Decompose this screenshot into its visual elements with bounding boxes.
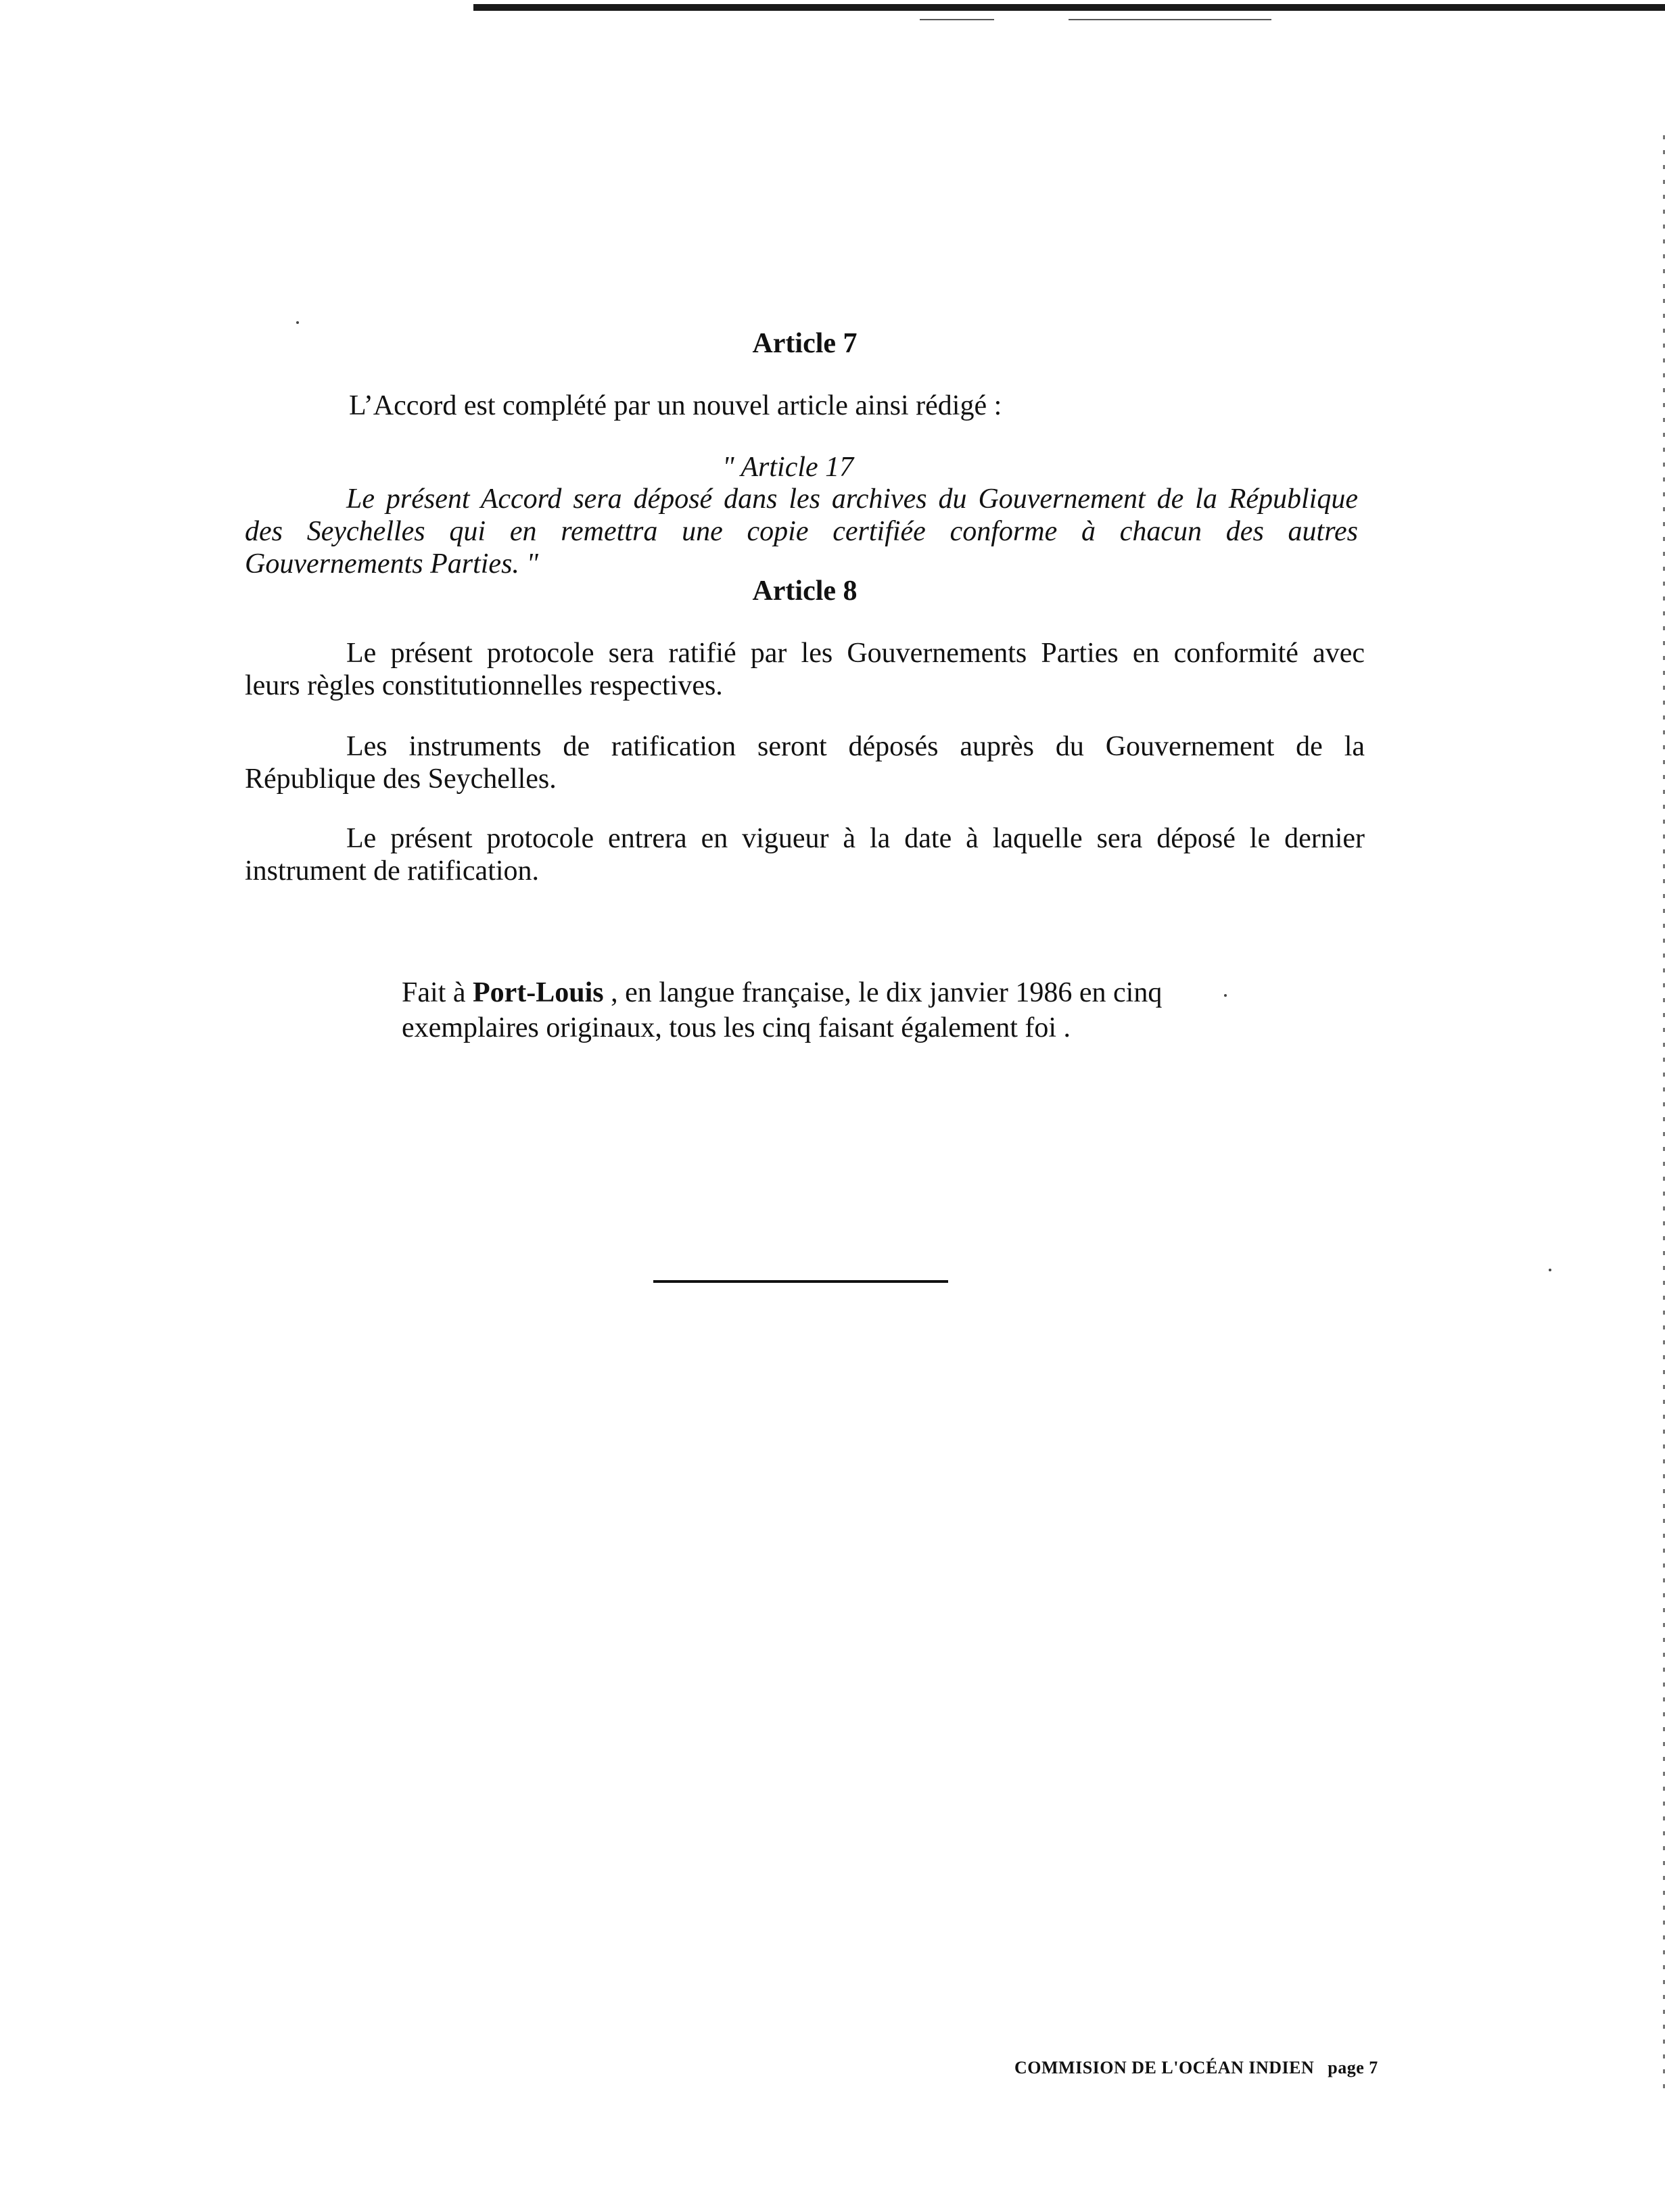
article-7-intro: L’Accord est complété par un nouvel article ainsi rédigé : [349,390,1002,421]
scan-top-edge [473,4,1665,11]
scan-artifact [1069,19,1271,20]
article-8-paragraph-2 [245,730,1365,795]
paragraph-line: instrument de ratification. [245,855,540,887]
paragraph-line: leurs règles constitutionnelles respectives. [245,670,723,701]
article-7-heading: Article 7 [752,328,858,359]
article-8-paragraph-3 [245,822,1365,887]
signature-line-2: exemplaires originaux, tous les cinq faisant également foi . [402,1012,1071,1043]
paragraph-line: Le présent protocole sera ratifié par les Gouvernements Parties en conformité avec [346,638,1365,669]
paragraph-line: République des Seychelles. [245,763,557,795]
quoted-line: Gouvernements Parties. " [245,548,539,580]
signature-line-1-rest: , en langue française, le dix janvier 1986 en cinq [603,977,1163,1008]
closing-rule [653,1280,948,1283]
paragraph-line: Les instruments de ratification seront déposés auprès du Gouvernement de la [346,731,1365,762]
footer-page-number: page 7 [1328,2058,1378,2077]
quoted-line: Le présent Accord sera déposé dans les archives du Gouvernement de la République [346,484,1358,515]
article-8-heading: Article 8 [752,575,858,607]
scan-speck [296,321,299,324]
quoted-line: des Seychelles qui en remettra une copie certifiée conforme à chacun des autres [245,516,1358,547]
scan-speck [1549,1269,1551,1271]
signature-prefix: Fait à [402,977,473,1008]
article-8-paragraph-1 [245,637,1365,702]
signature-place: Port-Louis [472,977,604,1008]
quoted-article-17-heading: " Article 17 [722,452,854,483]
page-footer [1014,2058,1378,2078]
quoted-article-17-body [245,483,1358,580]
paragraph-line: Le présent protocole entrera en vigueur à la date à laquelle sera déposé le dernier [346,823,1365,854]
footer-organization: COMMISION DE L'OCÉAN INDIEN [1014,2058,1315,2077]
signature-line-1 [402,976,1162,1009]
scan-speck [1224,994,1227,997]
scan-artifact [920,19,994,20]
